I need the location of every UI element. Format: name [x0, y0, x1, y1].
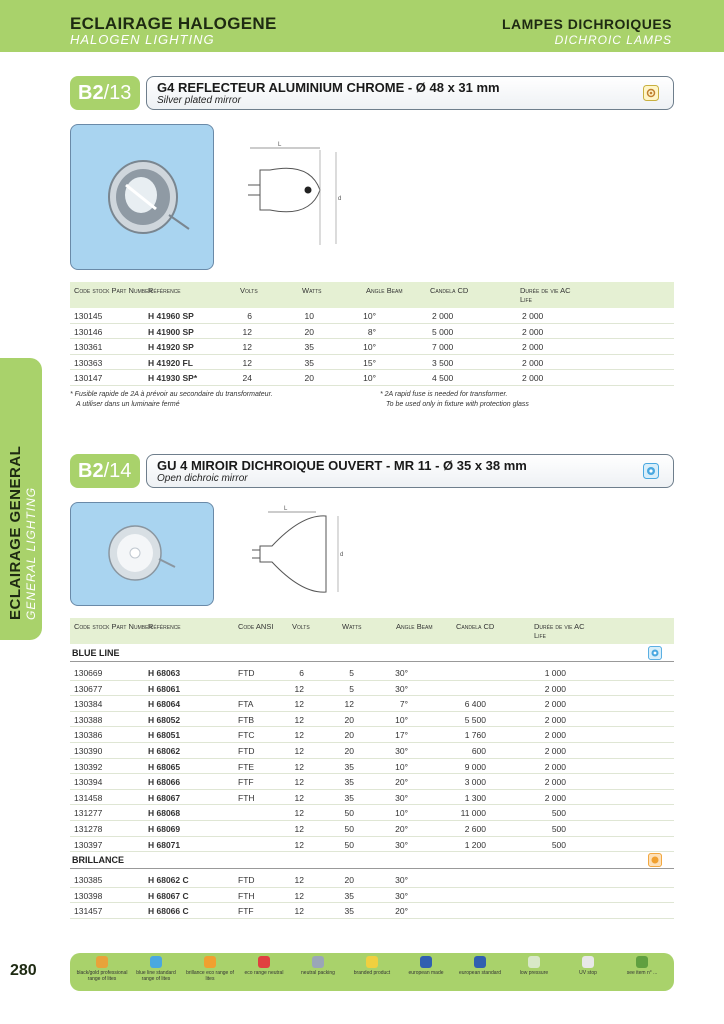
table-cell: FTD [238, 745, 255, 756]
table-row [70, 743, 674, 759]
table-cell: 2 000 [544, 683, 566, 694]
table-cell: 30° [395, 890, 408, 901]
section-title: G4 REFLECTEUR ALUMINIUM CHROME - Ø 48 x 31 mm [157, 80, 500, 95]
section-title: GU 4 MIROIR DICHROIQUE OUVERT - MR 11 - Ø 35 x 38 mm [157, 458, 527, 473]
legend-label: european standard [459, 970, 501, 976]
table-cell: FTA [238, 699, 254, 710]
table-cell: 20 [304, 373, 314, 384]
table-cell: 2 000 [544, 745, 566, 756]
legend-label: see item n° ... [626, 970, 658, 976]
table-cell: H 68067 C [148, 890, 189, 901]
table-cell: 3 500 [432, 357, 454, 368]
table-cell: 6 [247, 311, 252, 321]
table-cell: 30° [395, 745, 408, 756]
note-en: * 2A rapid fuse is needed for transformer. To be used only in fixture with protection glass [380, 391, 529, 408]
table-cell: 8° [367, 326, 376, 337]
table-cell: 9 000 [464, 761, 486, 772]
page-number: 280 [10, 962, 37, 979]
table-cell: 12 [294, 906, 304, 917]
section-code: B2/14 [70, 454, 140, 488]
table-cell: 20 [344, 875, 354, 885]
table-cell: 12 [294, 777, 304, 788]
uv-stop-icon [582, 956, 594, 968]
table-cell: 2 000 [522, 311, 544, 321]
table-row [70, 903, 674, 919]
table-cell: 10° [395, 808, 408, 819]
table-cell: 3 000 [464, 777, 486, 788]
table-cell: 5 000 [432, 326, 454, 337]
legend-item [76, 956, 128, 982]
table-cell: 4 500 [432, 373, 454, 384]
table-cell: H 68066 [148, 777, 181, 788]
table-cell: 131278 [74, 823, 103, 834]
table-cell: 24 [242, 373, 252, 384]
table-cell: 2 000 [522, 326, 544, 337]
table-cell: 50 [344, 823, 354, 834]
dimension-drawing-gu4 [242, 504, 362, 604]
legend-item [238, 956, 290, 976]
neutral-packing-icon [312, 956, 324, 968]
table-cell: H 41920 FL [148, 357, 193, 368]
svg-text:L: L [278, 142, 282, 148]
table-cell: 35 [344, 792, 354, 803]
table-cell: 10 [304, 311, 314, 321]
table-cell: H 68061 [148, 683, 181, 694]
blue-line-icon [648, 646, 662, 660]
table-cell: 6 400 [464, 699, 486, 710]
legend-item [292, 956, 344, 976]
table-header-b2-13: Code stock Part Number Référence Volts Watts Angle Beam Candela CD Durée de vie AC Life [70, 282, 674, 308]
table-cell: FTD [238, 668, 255, 678]
product-photo-g4-reflector [70, 124, 214, 270]
table-row [70, 888, 674, 904]
table-cell: 2 000 [544, 730, 566, 741]
table-cell: H 41930 SP* [148, 373, 198, 384]
svg-text:L: L [284, 506, 288, 512]
table-cell: H 68065 [148, 761, 181, 772]
table-cell: 10° [395, 714, 408, 725]
table-cell: H 68069 [148, 823, 181, 834]
section-code: B2/13 [70, 76, 140, 110]
table-cell: 20° [395, 823, 408, 834]
table-brillance [70, 872, 674, 919]
table-row [70, 712, 674, 728]
table-cell: H 68062 [148, 745, 181, 756]
table-cell: 12 [294, 808, 304, 819]
table-row [70, 339, 674, 355]
table-cell: 5 [349, 683, 354, 694]
page-header [0, 0, 724, 52]
table-row [70, 308, 674, 324]
table-cell: 50 [344, 808, 354, 819]
legend-footer [70, 953, 674, 991]
table-cell: 2 000 [544, 714, 566, 725]
table-cell: 130385 [74, 875, 103, 885]
table-cell: 1 200 [464, 839, 486, 850]
legend-label: branded product [353, 970, 391, 976]
table-cell: FTF [238, 906, 254, 917]
section-title-bar [146, 76, 674, 110]
table-row [70, 370, 674, 386]
table-cell: 500 [551, 823, 566, 834]
table-cell: 30° [395, 875, 408, 885]
table-cell: 35 [344, 761, 354, 772]
table-cell: FTD [238, 875, 255, 885]
table-cell: 130145 [74, 311, 103, 321]
side-tab-title: ECLAIRAGE GENERAL [7, 445, 24, 620]
table-row [70, 681, 674, 697]
table-cell: 130392 [74, 761, 103, 772]
side-tab [0, 358, 42, 640]
table-cell: 10° [363, 373, 376, 384]
table-cell: FTF [238, 777, 254, 788]
group-blue-line: BLUE LINE [70, 646, 674, 662]
section-subtitle: Silver plated mirror [157, 95, 241, 106]
product-photo-gu4-mirror [70, 502, 214, 606]
table-cell: H 68063 [148, 668, 181, 678]
table-cell: 130677 [74, 683, 103, 694]
table-cell: 12 [294, 875, 304, 885]
branded-product-icon [643, 85, 659, 101]
table-cell: 35 [304, 357, 314, 368]
side-tab-subtitle: GENERAL LIGHTING [24, 486, 38, 620]
table-cell: 35 [344, 777, 354, 788]
table-cell: H 68071 [148, 839, 181, 850]
table-cell: 12 [242, 342, 252, 353]
table-cell: 12 [294, 745, 304, 756]
legend-label: brillance eco range of lites [186, 970, 234, 982]
table-cell: 131458 [74, 792, 103, 803]
table-cell: 30° [395, 668, 408, 678]
brillance-icon [204, 956, 216, 968]
table-cell: H 68066 C [148, 906, 189, 917]
table-cell: H 68064 [148, 699, 181, 710]
table-cell: 500 [551, 839, 566, 850]
table-row [70, 774, 674, 790]
legend-label: neutral packing [301, 970, 335, 976]
table-cell: H 41920 SP [148, 342, 194, 353]
table-cell: 2 000 [522, 373, 544, 384]
legend-item [346, 956, 398, 976]
legend-label: black/gold professional range of lites [76, 970, 128, 982]
dimension-drawing-g4 [240, 140, 360, 250]
table-cell: 7° [399, 699, 408, 710]
legend-item [562, 956, 614, 976]
table-cell: 130388 [74, 714, 103, 725]
table-cell: H 68062 C [148, 875, 189, 885]
svg-text:d: d [340, 552, 344, 558]
table-cell: H 68067 [148, 792, 181, 803]
table-cell: 20 [304, 326, 314, 337]
table-cell: 35 [344, 890, 354, 901]
table-cell: 17° [395, 730, 408, 741]
legend-label: european made [408, 970, 444, 976]
table-cell: 10° [395, 761, 408, 772]
header-category: LAMPES DICHROIQUES [501, 16, 672, 32]
table-cell: 131277 [74, 808, 103, 819]
legend-item [508, 956, 560, 976]
blue-line-icon [643, 463, 659, 479]
table-row [70, 872, 674, 888]
table-cell: 30° [395, 839, 408, 850]
table-cell: H 68068 [148, 808, 181, 819]
table-row [70, 727, 674, 743]
table-row [70, 790, 674, 806]
table-cell: 15° [363, 357, 376, 368]
table-cell: 2 600 [464, 823, 486, 834]
table-cell: 12 [294, 714, 304, 725]
eco-range-icon [258, 956, 270, 968]
table-cell: 35 [304, 342, 314, 353]
brillance-icon [648, 853, 662, 867]
european-standard-icon [474, 956, 486, 968]
table-cell: 130363 [74, 357, 103, 368]
table-cell: 5 500 [464, 714, 486, 725]
table-cell: H 41900 SP [148, 326, 194, 337]
table-row [70, 355, 674, 371]
table-cell: H 68051 [148, 730, 181, 741]
table-cell: 12 [294, 730, 304, 741]
table-cell: 6 [299, 668, 304, 678]
see-item-icon [636, 956, 648, 968]
legend-item [454, 956, 506, 976]
table-cell: 12 [294, 839, 304, 850]
table-cell: 130390 [74, 745, 103, 756]
table-cell: 1 300 [464, 792, 486, 803]
table-cell: 130386 [74, 730, 103, 741]
table-cell: 130361 [74, 342, 103, 353]
table-row [70, 696, 674, 712]
table-cell: 10° [363, 342, 376, 353]
section-subtitle: Open dichroic mirror [157, 473, 248, 484]
legend-label: eco range neutral [244, 970, 284, 976]
table-cell: 600 [471, 745, 486, 756]
table-cell: 2 000 [544, 761, 566, 772]
black-gold-icon [96, 956, 108, 968]
table-cell: 2 000 [544, 792, 566, 803]
table-cell: 35 [344, 906, 354, 917]
table-cell: 20 [344, 745, 354, 756]
table-cell: 12 [344, 699, 354, 710]
header-title: ECLAIRAGE HALOGENE [70, 14, 277, 33]
table-blue-line [70, 665, 674, 852]
table-cell: 130146 [74, 326, 103, 337]
table-cell: 2 000 [522, 357, 544, 368]
legend-item [184, 956, 236, 982]
european-made-icon [420, 956, 432, 968]
table-row [70, 324, 674, 340]
table-row [70, 665, 674, 681]
table-row [70, 821, 674, 837]
table-cell: 30° [395, 683, 408, 694]
table-cell: FTH [238, 792, 255, 803]
table-cell: 12 [242, 326, 252, 337]
table-cell: 130398 [74, 890, 103, 901]
legend-item [130, 956, 182, 982]
table-cell: 12 [294, 761, 304, 772]
table-cell: 130397 [74, 839, 103, 850]
table-cell: 10° [363, 311, 376, 321]
section-title-bar [146, 454, 674, 488]
legend-label: UV stop [579, 970, 597, 976]
legend-label: blue line standard range of lites [136, 970, 176, 982]
table-cell: 12 [242, 357, 252, 368]
table-cell: 1 000 [544, 668, 566, 678]
table-cell: 5 [349, 668, 354, 678]
group-brillance: BRILLANCE [70, 853, 674, 869]
table-cell: 2 000 [522, 342, 544, 353]
table-row [70, 759, 674, 775]
table-cell: 50 [344, 839, 354, 850]
svg-text:d: d [338, 196, 342, 202]
table-cell: 7 000 [432, 342, 454, 353]
table-cell: FTB [238, 714, 255, 725]
table-header-b2-14: Code stock Part Number Référence Code ANSI Volts Watts Angle Beam Candela CD Durée de vie AC Life [70, 618, 674, 644]
table-cell: 12 [294, 683, 304, 694]
table-cell: 130384 [74, 699, 103, 710]
legend-item [616, 956, 668, 976]
header-subtitle: HALOGEN LIGHTING [70, 32, 215, 47]
table-cell: 2 000 [544, 777, 566, 788]
table-cell: 20 [344, 730, 354, 741]
table-cell: 20° [395, 777, 408, 788]
table-cell: 500 [551, 808, 566, 819]
table-cell: 130394 [74, 777, 103, 788]
blue-line-icon [150, 956, 162, 968]
table-cell: 30° [395, 792, 408, 803]
legend-item [400, 956, 452, 976]
table-cell: 131457 [74, 906, 103, 917]
note-fr: * Fusible rapide de 2A à prévoir au secondaire du transformateur. A utiliser dans un luminaire fermé [70, 391, 273, 408]
table-cell: 130669 [74, 668, 103, 678]
table-cell: FTH [238, 890, 255, 901]
table-b2-13 [70, 308, 674, 386]
table-cell: 12 [294, 699, 304, 710]
table-row [70, 837, 674, 853]
table-cell: 20 [344, 714, 354, 725]
table-cell: H 41960 SP [148, 311, 194, 321]
low-pressure-icon [528, 956, 540, 968]
table-cell: 12 [294, 823, 304, 834]
table-cell: 12 [294, 792, 304, 803]
table-cell: FTE [238, 761, 255, 772]
table-cell: 2 000 [544, 699, 566, 710]
section-b2-14-header [70, 454, 674, 488]
section-b2-13-header [70, 76, 674, 110]
table-row [70, 805, 674, 821]
table-cell: 2 000 [432, 311, 454, 321]
header-category-en: DICHROIC LAMPS [554, 33, 672, 47]
table-cell: H 68052 [148, 714, 181, 725]
table-cell: 11 000 [460, 808, 486, 819]
table-cell: 130147 [74, 373, 103, 384]
table-cell: 12 [294, 890, 304, 901]
table-cell: 20° [395, 906, 408, 917]
table-cell: FTC [238, 730, 255, 741]
branded-product-icon [366, 956, 378, 968]
table-cell: 1 760 [464, 730, 486, 741]
legend-label: low pressure [519, 970, 549, 976]
